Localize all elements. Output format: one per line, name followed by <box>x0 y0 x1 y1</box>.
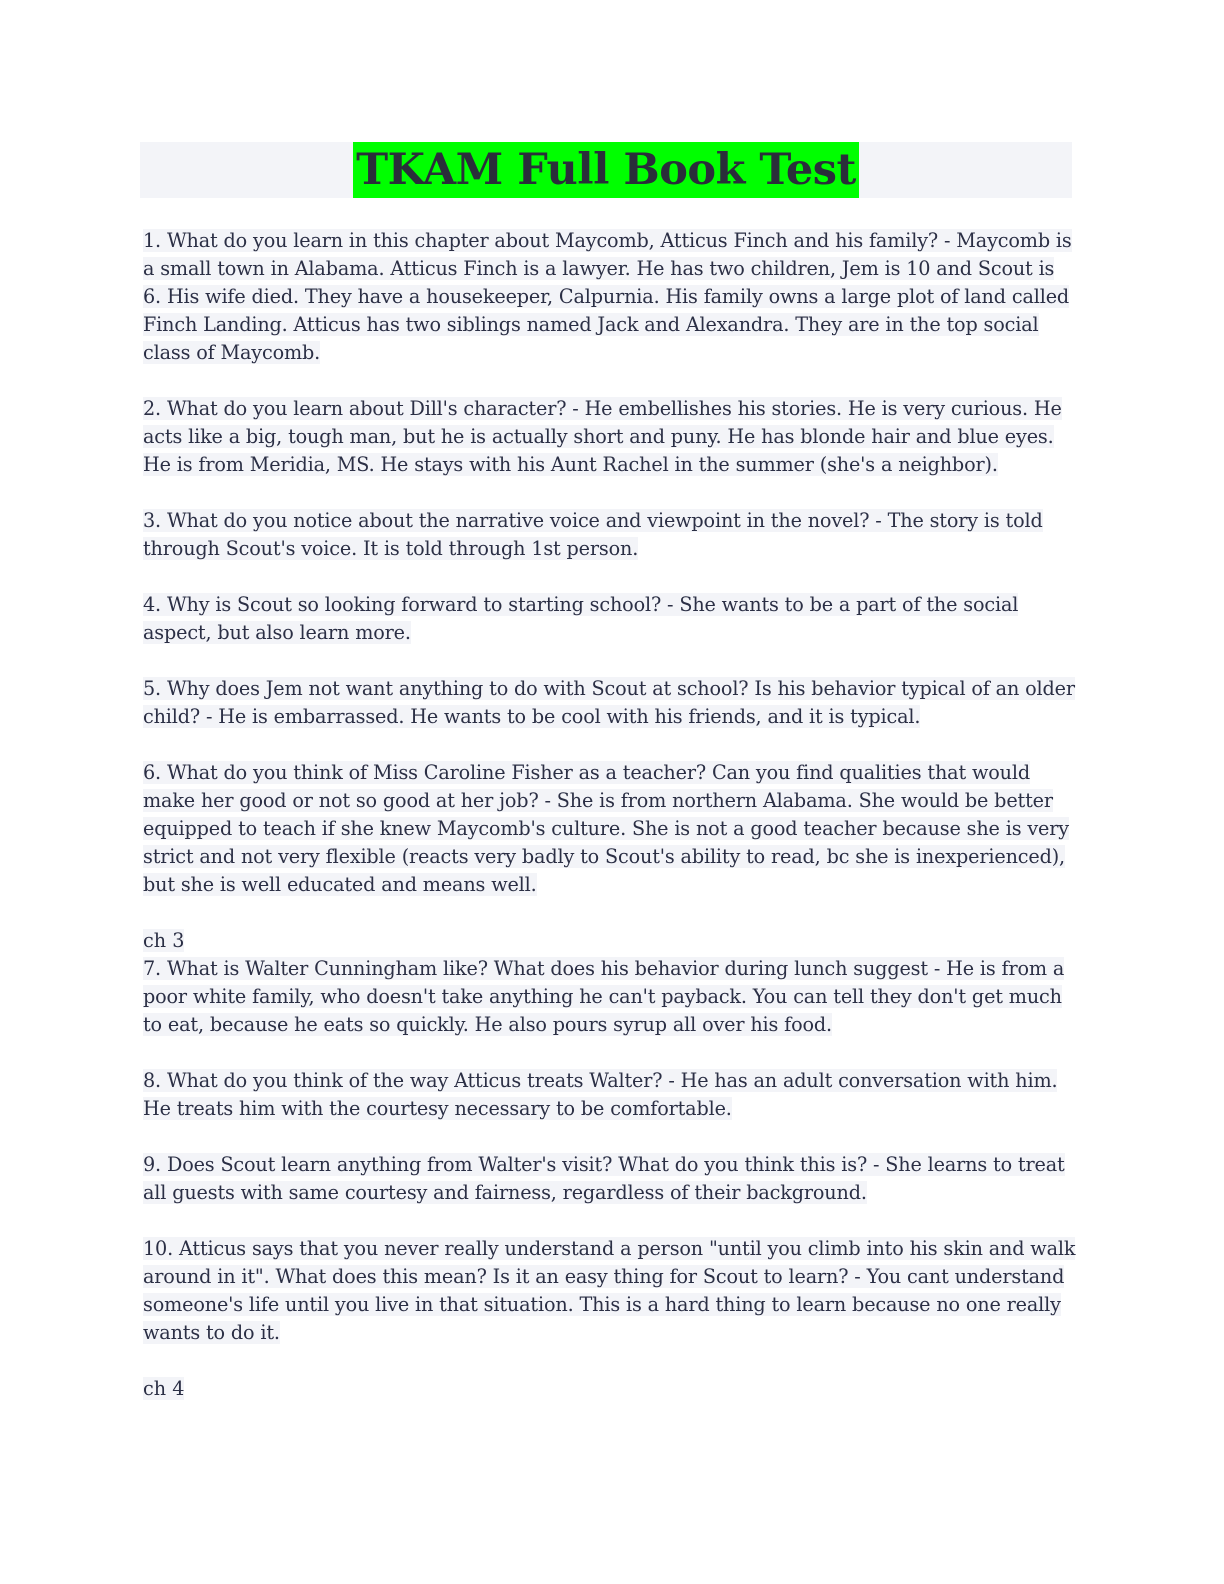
chapter-heading <box>143 1375 1078 1403</box>
question-7 <box>143 955 1078 1039</box>
question-8 <box>143 1067 1078 1123</box>
chapter-heading <box>143 927 1078 955</box>
question-10 <box>143 1235 1078 1347</box>
question-text: 7. What is Walter Cunningham like? What does his behavior during lunch suggest - He is from a poor white family, who doesn't take anything he can't payback. You can tell they don't get much to eat, because he eats so quickly. He also pours syrup all over his food. <box>143 957 1065 1036</box>
question-text: 1. What do you learn in this chapter about Maycomb, Atticus Finch and his family? - Maycomb is a small town in Alabama. Atticus Finch is a lawyer. He has two children, Jem is 10 and Scout is 6. His wife died. They have a housekeeper, Calpurnia. His family owns a large plot of land called Finch Landing. Atticus has two siblings named Jack and Alexandra. They are in the top social class of Maycomb. <box>143 229 1072 364</box>
chapter-label: ch 3 <box>143 929 185 952</box>
question-6 <box>143 759 1078 899</box>
question-text: 6. What do you think of Miss Caroline Fisher as a teacher? Can you find qualities that would make her good or not so good at her job? - She is from northern Alabama. She would be better equipped to teach if she knew Maycomb's culture. She is not a good teacher because she is very strict and not very flexible (reacts very badly to Scout's ability to read, bc she is inexperienced), but she is well educated and means well. <box>143 761 1069 896</box>
question-1 <box>143 227 1078 367</box>
question-9 <box>143 1151 1078 1207</box>
question-text: 3. What do you notice about the narrative voice and viewpoint in the novel? - The story is told through Scout's voice. It is told through 1st person. <box>143 509 1043 560</box>
title-band <box>140 142 1072 198</box>
question-text: 5. Why does Jem not want anything to do with Scout at school? Is his behavior typical of an older child? - He is embarrassed. He wants to be cool with his friends, and it is typical. <box>143 677 1075 728</box>
question-text: 2. What do you learn about Dill's character? - He embellishes his stories. He is very curious. He acts like a big, tough man, but he is actually short and puny. He has blonde hair and blue eyes. He is from Meridia, MS. He stays with his Aunt Rachel in the summer (she's a neighbor). <box>143 397 1062 476</box>
question-text: 4. Why is Scout so looking forward to starting school? - She wants to be a part of the social aspect, but also learn more. <box>143 593 1019 644</box>
chapter-label: ch 4 <box>143 1377 185 1400</box>
question-list <box>143 227 1078 1403</box>
page-title: TKAM Full Book Test <box>353 142 859 198</box>
question-text: 9. Does Scout learn anything from Walter's visit? What do you think this is? - She learns to treat all guests with same courtesy and fairness, regardless of their background. <box>143 1153 1065 1204</box>
question-2 <box>143 395 1078 479</box>
question-3 <box>143 507 1078 563</box>
question-5 <box>143 675 1078 731</box>
question-text: 8. What do you think of the way Atticus treats Walter? - He has an adult conversation with him. He treats him with the courtesy necessary to be comfortable. <box>143 1069 1058 1120</box>
question-text: 10. Atticus says that you never really understand a person "until you climb into his skin and walk around in it". What does this mean? Is it an easy thing for Scout to learn? - You cant understand someone's life until you live in that situation. This is a hard thing to learn because no one really wants to do it. <box>143 1237 1076 1344</box>
question-4 <box>143 591 1078 647</box>
